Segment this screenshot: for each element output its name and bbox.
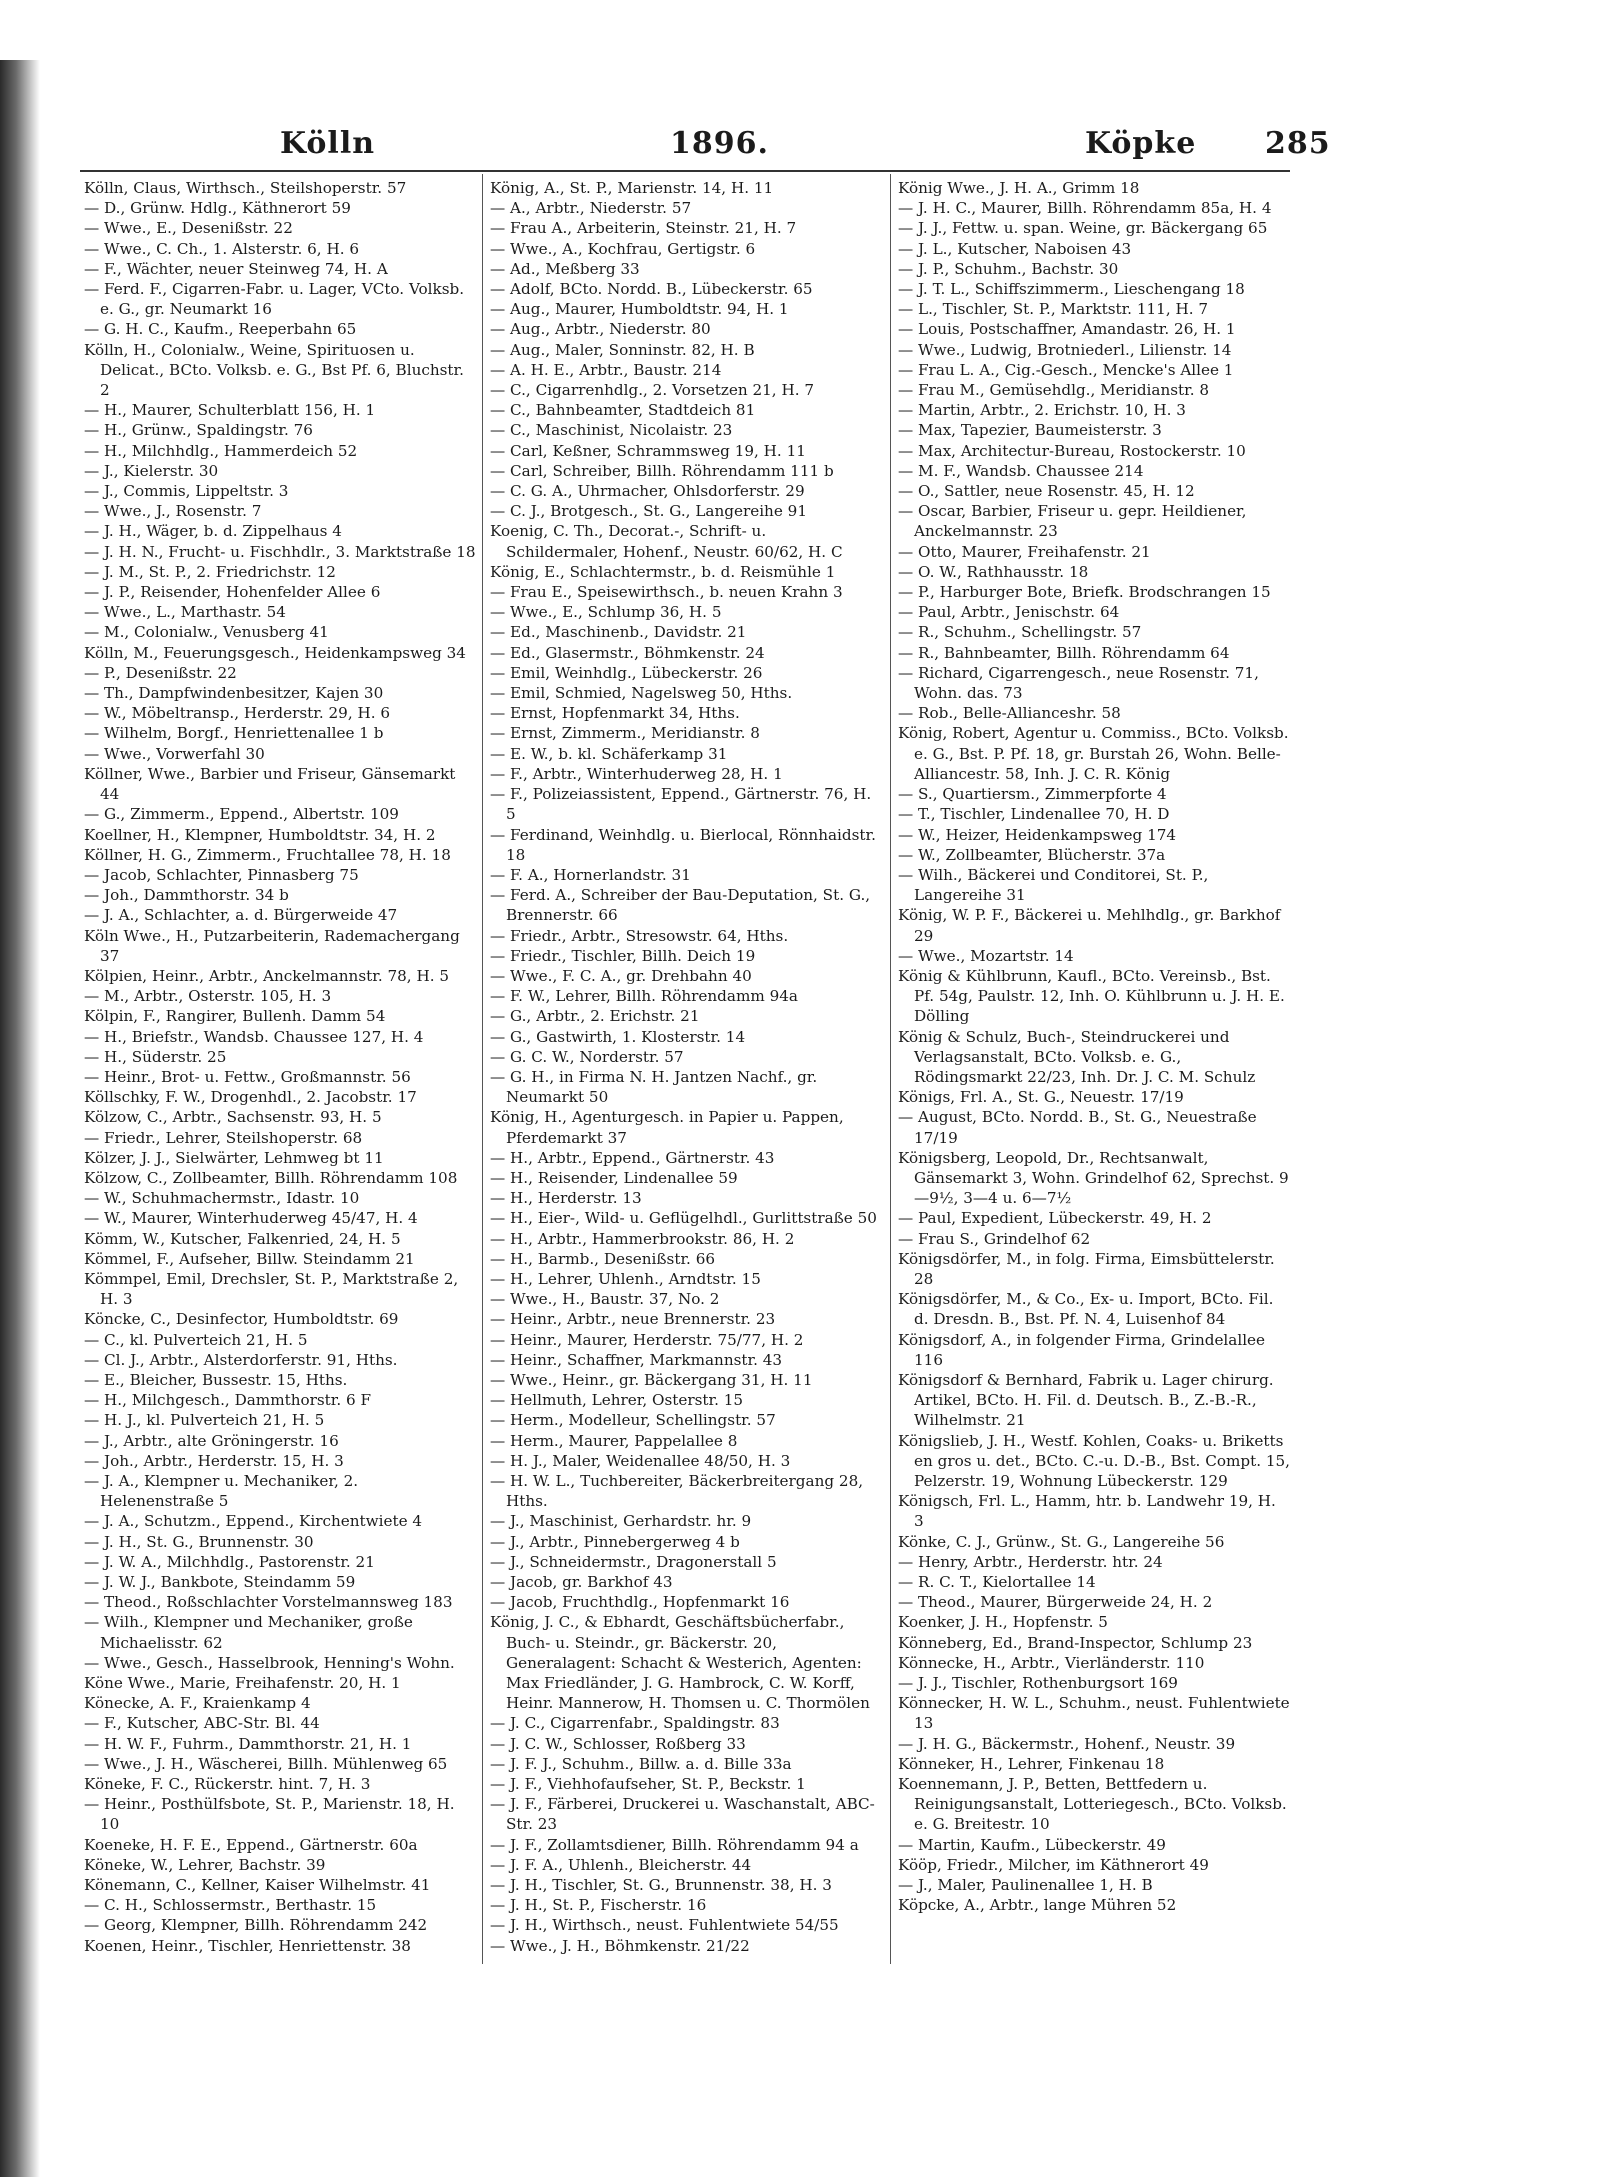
directory-entry: — Frau E., Speisewirthsch., b. neuen Krahn 3 [490, 583, 843, 602]
directory-entry: — J. H. C., Maurer, Billh. Röhrendamm 85a, H. 4 [898, 199, 1272, 218]
directory-entry: — Heinr., Maurer, Herderstr. 75/77, H. 2 [490, 1330, 804, 1349]
directory-entry: Köllner, H. G., Zimmerm., Fruchtallee 78, H. 18 [84, 845, 451, 864]
directory-entry: Koenig, C. Th., Decorat.-, Schrift- u. Schildermaler, Hohenf., Neustr. 60/62, H. C [490, 522, 843, 561]
header-year: 1896. [670, 126, 769, 161]
directory-entry: — Theod., Roßschlachter Vorstelmannsweg 183 [84, 1593, 453, 1612]
directory-entry: Kömmel, F., Aufseher, Billw. Steindamm 21 [84, 1249, 415, 1268]
directory-entry: — J. H., St. G., Brunnenstr. 30 [84, 1532, 314, 1551]
directory-entry: — H., Eier-, Wild- u. Geflügelhdl., Gurlittstraße 50 [490, 1209, 877, 1228]
directory-entry: Köne Wwe., Marie, Freihafenstr. 20, H. 1 [84, 1674, 401, 1693]
directory-entry: — Martin, Kaufm., Lübeckerstr. 49 [898, 1835, 1166, 1854]
directory-entry: — J. A., Schutzm., Eppend., Kirchentwiete 4 [84, 1512, 423, 1531]
directory-entry: — Ed., Glasermstr., Böhmkenstr. 24 [490, 643, 765, 662]
directory-entry: Königsdörfer, M., & Co., Ex- u. Import, BCto. Fil. d. Dresdn. B., Bst. Pf. N. 4, Luisenhof 84 [898, 1290, 1274, 1329]
directory-entry: König, A., St. P., Marienstr. 14, H. 11 [490, 179, 774, 197]
directory-entry: — Henry, Arbtr., Herderstr. htr. 24 [898, 1552, 1163, 1571]
directory-entry: Köpcke, A., Arbtr., lange Mühren 52 [898, 1896, 1177, 1915]
directory-entry: Köneke, F. C., Rückerstr. hint. 7, H. 3 [84, 1775, 371, 1794]
directory-entry: König, H., Agenturgesch. in Papier u. Pappen, Pferdemarkt 37 [490, 1108, 844, 1147]
directory-entry: — W., Heizer, Heidenkampsweg 174 [898, 825, 1177, 844]
directory-entry: König, Robert, Agentur u. Commiss., BCto. Volksb. e. G., Bst. P. Pf. 18, gr. Burstah 26, Wohn. Belle-Alliancestr. 58, Inh. J. C. R. König [898, 724, 1289, 783]
directory-entry: — Wwe., C. Ch., 1. Alsterstr. 6, H. 6 [84, 239, 360, 258]
directory-entry: — M. F., Wandsb. Chaussee 214 [898, 461, 1144, 480]
directory-entry: — J. T. L., Schiffszimmerm., Lieschengang 18 [898, 280, 1245, 299]
directory-entry: König & Schulz, Buch-, Steindruckerei und Verlagsanstalt, BCto. Volksb. e. G., Rödingsmarkt 22/23, Inh. Dr. J. C. M. Schulz [898, 1027, 1256, 1086]
directory-entry: Könneberg, Ed., Brand-Inspector, Schlump 23 [898, 1633, 1253, 1652]
directory-entry: — H. W. L., Tuchbereiter, Bäckerbreitergang 28, Hths. [490, 1472, 864, 1511]
directory-entry: — Ernst, Hopfenmarkt 34, Hths. [490, 704, 740, 723]
directory-entry: — Ferdinand, Weinhdlg. u. Bierlocal, Rönnhaidstr. 18 [490, 825, 876, 864]
directory-entry: — G. C. W., Norderstr. 57 [490, 1047, 684, 1066]
directory-entry: Kölln, Claus, Wirthsch., Steilshoperstr. 57 [84, 179, 407, 197]
directory-entry: — G., Zimmerm., Eppend., Albertstr. 109 [84, 805, 399, 824]
directory-entry: — J. A., Schlachter, a. d. Bürgerweide 47 [84, 906, 398, 925]
directory-entry: König, E., Schlachtermstr., b. d. Reismühle 1 [490, 562, 836, 581]
directory-entry: — Friedr., Lehrer, Steilshoperstr. 68 [84, 1128, 363, 1147]
directory-entry: Kölzow, C., Arbtr., Sachsenstr. 93, H. 5 [84, 1108, 382, 1127]
directory-entry: — P., Harburger Bote, Briefk. Brodschrangen 15 [898, 583, 1271, 602]
directory-entry: König Wwe., J. H. A., Grimm 18 [898, 179, 1140, 197]
column-divider [482, 174, 483, 1964]
directory-entry: — Wwe., E., Desenißstr. 22 [84, 219, 293, 238]
directory-entry: — Wwe., L., Marthastr. 54 [84, 603, 286, 622]
directory-entry: — Max, Tapezier, Baumeisterstr. 3 [898, 421, 1162, 440]
directory-entry: Könnecker, H. W. L., Schuhm., neust. Fuhlentwiete 13 [898, 1694, 1290, 1733]
directory-entry: Köllschky, F. W., Drogenhdl., 2. Jacobstr. 17 [84, 1088, 417, 1107]
directory-entry: — Frau S., Grindelhof 62 [898, 1229, 1091, 1248]
directory-entry: — M., Colonialw., Venusberg 41 [84, 623, 329, 642]
directory-entry: — Heinr., Schaffner, Markmannstr. 43 [490, 1350, 783, 1369]
directory-entry: — Aug., Arbtr., Niederstr. 80 [490, 320, 711, 339]
directory-entry: — E., Bleicher, Bussestr. 15, Hths. [84, 1370, 348, 1389]
directory-entry: — Emil, Schmied, Nagelsweg 50, Hths. [490, 684, 793, 703]
column-divider [890, 174, 891, 1964]
directory-column-1 [84, 178, 476, 1958]
directory-entry: — C. J., Brotgesch., St. G., Langereihe 91 [490, 502, 807, 521]
directory-entry: — W., Maurer, Winterhuderweg 45/47, H. 4 [84, 1209, 418, 1228]
directory-entry: — A., Arbtr., Niederstr. 57 [490, 199, 692, 218]
directory-entry: — Herm., Maurer, Pappelallee 8 [490, 1431, 738, 1450]
directory-entry: — Friedr., Arbtr., Stresowstr. 64, Hths. [490, 926, 789, 945]
directory-entry: Kölln, H., Colonialw., Weine, Spirituosen u. Delicat., BCto. Volksb. e. G., Bst Pf. 6, Bluchstr. 2 [84, 340, 464, 400]
scan-shadow-edge [0, 60, 40, 2177]
directory-entry: — C. H., Schlossermstr., Berthastr. 15 [84, 1896, 377, 1915]
directory-entry: — J. F., Viehhofaufseher, St. P., Beckstr. 1 [490, 1775, 806, 1794]
directory-entry: — Paul, Expedient, Lübeckerstr. 49, H. 2 [898, 1209, 1212, 1228]
directory-entry: — J. C., Cigarrenfabr., Spaldingstr. 83 [490, 1714, 780, 1733]
directory-entry: — Wwe., J. H., Böhmkenstr. 21/22 [490, 1936, 750, 1955]
directory-entry: — H., Grünw., Spaldingstr. 76 [84, 421, 313, 440]
directory-entry: — Ernst, Zimmerm., Meridianstr. 8 [490, 724, 760, 743]
directory-entry: Königsch, Frl. L., Hamm, htr. b. Landwehr 19, H. 3 [898, 1492, 1276, 1531]
directory-entry: — Heinr., Posthülfsbote, St. P., Marienstr. 18, H. 10 [84, 1795, 455, 1834]
directory-entry: Kölzow, C., Zollbeamter, Billh. Röhrendamm 108 [84, 1168, 458, 1187]
page-number: 285 [1265, 126, 1331, 161]
directory-entry: — R., Schuhm., Schellingstr. 57 [898, 623, 1142, 642]
directory-entry: — H., Milchgesch., Dammthorstr. 6 F [84, 1391, 372, 1410]
directory-entry: — Wilh., Bäckerei und Conditorei, St. P., Langereihe 31 [898, 865, 1209, 905]
directory-entry: — H., Arbtr., Eppend., Gärtnerstr. 43 [490, 1148, 775, 1167]
directory-entry: — Jacob, Schlachter, Pinnasberg 75 [84, 865, 359, 884]
directory-entry: — Wwe., Mozartstr. 14 [898, 946, 1074, 965]
directory-entry: — G., Arbtr., 2. Erichstr. 21 [490, 1007, 700, 1026]
directory-entry: Koenen, Heinr., Tischler, Henriettenstr. 38 [84, 1936, 411, 1955]
directory-entry: Köneke, W., Lehrer, Bachstr. 39 [84, 1855, 326, 1874]
directory-entry: Kölzer, J. J., Sielwärter, Lehmweg bt 11 [84, 1148, 384, 1167]
directory-entry: — A. H. E., Arbtr., Baustr. 214 [490, 360, 722, 379]
directory-entry: — J. H. N., Frucht- u. Fischhdlr., 3. Marktstraße 18 [84, 542, 476, 561]
directory-entry: — E. W., b. kl. Schäferkamp 31 [490, 744, 728, 763]
directory-entry: Köllner, Wwe., Barbier und Friseur, Gänsemarkt 44 [84, 764, 456, 804]
directory-entry: — F. W., Lehrer, Billh. Röhrendamm 94a [490, 987, 798, 1006]
directory-entry: Königsdörfer, M., in folg. Firma, Eimsbüttelerstr. 28 [898, 1249, 1275, 1288]
directory-entry: — J. W. J., Bankbote, Steindamm 59 [84, 1573, 356, 1592]
directory-entry: — W., Möbeltransp., Herderstr. 29, H. 6 [84, 704, 391, 723]
directory-entry: — G. H., in Firma N. H. Jantzen Nachf., gr. Neumarkt 50 [490, 1067, 818, 1107]
directory-entry: — F. A., Hornerlandstr. 31 [490, 865, 691, 884]
directory-entry: — F., Polizeiassistent, Eppend., Gärtnerstr. 76, H. 5 [490, 785, 872, 824]
directory-entry: — J. H., St. P., Fischerstr. 16 [490, 1896, 707, 1915]
directory-entry: — Hellmuth, Lehrer, Osterstr. 15 [490, 1391, 744, 1410]
header-rule [80, 170, 1290, 172]
directory-entry: — L., Tischler, St. P., Marktstr. 111, H. 7 [898, 300, 1209, 319]
directory-entry: — H. J., kl. Pulverteich 21, H. 5 [84, 1411, 325, 1430]
directory-entry: — F., Wächter, neuer Steinweg 74, H. A [84, 259, 388, 278]
directory-entry: Königsdorf & Bernhard, Fabrik u. Lager chirurg. Artikel, BCto. H. Fil. d. Deutsch. B., Z.-B.-R., Wilhelmstr. 21 [898, 1370, 1274, 1430]
directory-entry: — Jacob, gr. Barkhof 43 [490, 1573, 673, 1592]
directory-entry: — Adolf, BCto. Nordd. B., Lübeckerstr. 65 [490, 280, 813, 299]
directory-entry: — Wwe., Gesch., Hasselbrook, Henning's Wohn. [84, 1653, 455, 1672]
directory-entry: — C., kl. Pulverteich 21, H. 5 [84, 1330, 308, 1349]
directory-entry: — Rob., Belle-Allianceshr. 58 [898, 704, 1121, 723]
directory-entry: Koennemann, J. P., Betten, Bettfedern u. Reinigungsanstalt, Lotteriegesch., BCto. Volksb. e. G. Breitestr. 10 [898, 1775, 1287, 1834]
directory-entry: — Joh., Arbtr., Herderstr. 15, H. 3 [84, 1451, 344, 1470]
directory-entry: — Ed., Maschinenb., Davidstr. 21 [490, 623, 747, 642]
directory-entry: — Wwe., Ludwig, Brotniederl., Lilienstr. 14 [898, 340, 1232, 359]
directory-entry: Königs, Frl. A., St. G., Neuestr. 17/19 [898, 1088, 1184, 1107]
directory-entry: — W., Zollbeamter, Blücherstr. 37a [898, 845, 1166, 864]
directory-entry: — Richard, Cigarrengesch., neue Rosenstr. 71, Wohn. das. 73 [898, 663, 1259, 703]
directory-entry: — J. J., Tischler, Rothenburgsort 169 [898, 1674, 1178, 1693]
directory-entry: — Wwe., E., Schlump 36, H. 5 [490, 603, 722, 622]
directory-entry: — H. W. F., Fuhrm., Dammthorstr. 21, H. 1 [84, 1734, 412, 1753]
directory-entry: — Frau M., Gemüsehdlg., Meridianstr. 8 [898, 381, 1210, 400]
directory-entry: — J. H., Wirthsch., neust. Fuhlentwiete 54/55 [490, 1916, 839, 1935]
directory-entry: — C., Cigarrenhdlg., 2. Vorsetzen 21, H. 7 [490, 381, 815, 400]
page-header [80, 118, 1331, 164]
directory-column-3 [898, 178, 1290, 1958]
directory-entry: — Emil, Weinhdlg., Lübeckerstr. 26 [490, 663, 763, 682]
directory-entry: Kölpin, F., Rangirer, Bullenh. Damm 54 [84, 1007, 386, 1026]
directory-entry: — Frau A., Arbeiterin, Steinstr. 21, H. 7 [490, 219, 797, 238]
directory-entry: — M., Arbtr., Osterstr. 105, H. 3 [84, 987, 332, 1006]
directory-entry: Könecke, A. F., Kraienkamp 4 [84, 1694, 311, 1713]
directory-entry: — O. W., Rathhausstr. 18 [898, 562, 1089, 581]
directory-entry: — August, BCto. Nordd. B., St. G., Neuestraße 17/19 [898, 1108, 1257, 1147]
directory-entry: — Wilh., Klempner und Mechaniker, große Michaelisstr. 62 [84, 1613, 413, 1652]
directory-entry: — Max, Architectur-Bureau, Rostockerstr. 10 [898, 441, 1246, 460]
directory-entry: — Martin, Arbtr., 2. Erichstr. 10, H. 3 [898, 401, 1186, 420]
directory-entry: — H. J., Maler, Weidenallee 48/50, H. 3 [490, 1451, 791, 1470]
directory-entry: Königsdorf, A., in folgender Firma, Grindelallee 116 [898, 1330, 1266, 1369]
directory-entry: — F., Kutscher, ABC-Str. Bl. 44 [84, 1714, 320, 1733]
directory-entry: König & Kühlbrunn, Kaufl., BCto. Vereinsb., Bst. Pf. 54g, Paulstr. 12, Inh. O. Kühlbrunn u. J. H. E. Dölling [898, 966, 1285, 1026]
directory-entry: Köln Wwe., H., Putzarbeiterin, Rademachergang 37 [84, 926, 460, 965]
directory-entry: — J. F. J., Schuhm., Billw. a. d. Bille 33a [490, 1754, 792, 1773]
directory-entry: — Heinr., Brot- u. Fettw., Großmannstr. 56 [84, 1067, 411, 1086]
directory-entry: — Georg, Klempner, Billh. Röhrendamm 242 [84, 1916, 428, 1935]
directory-entry: Koenker, J. H., Hopfenstr. 5 [898, 1613, 1108, 1632]
directory-entry: — C., Bahnbeamter, Stadtdeich 81 [490, 401, 756, 420]
directory-entry: — H., Milchhdlg., Hammerdeich 52 [84, 441, 358, 460]
directory-entry: — S., Quartiersm., Zimmerpforte 4 [898, 785, 1167, 804]
directory-entry: — H., Süderstr. 25 [84, 1047, 227, 1066]
header-right-keyword: Köpke [1085, 126, 1197, 161]
directory-entry: — Ad., Meßberg 33 [490, 259, 640, 278]
directory-entry: — H., Barmb., Desenißstr. 66 [490, 1249, 716, 1268]
directory-entry: — J. A., Klempner u. Mechaniker, 2. Helenenstraße 5 [84, 1472, 359, 1511]
directory-entry: — Aug., Maler, Sonninstr. 82, H. B [490, 340, 755, 359]
directory-entry: — G. H. C., Kaufm., Reeperbahn 65 [84, 320, 357, 339]
directory-entry: — P., Desenißstr. 22 [84, 663, 237, 682]
directory-entry: Könke, C. J., Grünw., St. G., Langereihe 56 [898, 1532, 1225, 1551]
directory-entry: — J. L., Kutscher, Naboisen 43 [898, 239, 1132, 258]
directory-entry: — J. W. A., Milchhdlg., Pastorenstr. 21 [84, 1552, 375, 1571]
directory-entry: Koellner, H., Klempner, Humboldtstr. 34, H. 2 [84, 825, 436, 844]
directory-entry: Köncke, C., Desinfector, Humboldtstr. 69 [84, 1310, 399, 1329]
directory-column-2 [490, 178, 882, 1958]
directory-entry: — Wwe., Vorwerfahl 30 [84, 744, 265, 763]
directory-entry: — Otto, Maurer, Freihafenstr. 21 [898, 542, 1151, 561]
directory-entry: — H., Herderstr. 13 [490, 1189, 642, 1208]
directory-entry: — Wwe., A., Kochfrau, Gertigstr. 6 [490, 239, 756, 258]
directory-entry: — J., Kielerstr. 30 [84, 461, 219, 480]
directory-entry: — Theod., Maurer, Bürgerweide 24, H. 2 [898, 1593, 1213, 1612]
directory-entry: — J. F., Färberei, Druckerei u. Waschanstalt, ABC-Str. 23 [490, 1795, 875, 1834]
directory-entry: — J. H., Wäger, b. d. Zippelhaus 4 [84, 522, 342, 541]
directory-entry: — Frau L. A., Cig.-Gesch., Mencke's Allee 1 [898, 360, 1234, 379]
directory-entry: — G., Gastwirth, 1. Klosterstr. 14 [490, 1027, 746, 1046]
directory-entry: — H., Arbtr., Hammerbrookstr. 86, H. 2 [490, 1229, 795, 1248]
directory-entry: — Wwe., J., Rosenstr. 7 [84, 502, 262, 521]
directory-entry: Kömm, W., Kutscher, Falkenried, 24, H. 5 [84, 1229, 401, 1248]
directory-entry: — J. F., Zollamtsdiener, Billh. Röhrendamm 94 a [490, 1835, 859, 1854]
directory-entry: — H., Reisender, Lindenallee 59 [490, 1168, 738, 1187]
directory-entry: König, J. C., & Ebhardt, Geschäftsbücherfabr., Buch- u. Steindr., gr. Bäckerstr. 20, Generalagent: Schacht & Westerich, Agenten: Max Friedländer, J. G. Hambrock, C. W. Korff, Heinr. Mannerow, H. Thomsen u. C. Thormölen [490, 1613, 870, 1713]
directory-entry: Koeneke, H. F. E., Eppend., Gärtnerstr. 60a [84, 1835, 418, 1854]
directory-entry: Könemann, C., Kellner, Kaiser Wilhelmstr. 41 [84, 1876, 431, 1895]
directory-page [80, 118, 1331, 1958]
directory-entry: — Jacob, Fruchthdlg., Hopfenmarkt 16 [490, 1593, 790, 1612]
directory-entry: Kömmpel, Emil, Drechsler, St. P., Marktstraße 2, H. 3 [84, 1269, 459, 1309]
directory-entry: Könnecke, H., Arbtr., Vierländerstr. 110 [898, 1653, 1205, 1672]
header-left-keyword: Kölln [280, 126, 376, 161]
directory-entry: — Louis, Postschaffner, Amandastr. 26, H. 1 [898, 320, 1236, 339]
directory-entry: — R. C. T., Kielortallee 14 [898, 1573, 1096, 1592]
directory-entry: — J., Arbtr., alte Gröningerstr. 16 [84, 1431, 339, 1450]
directory-entry: — Oscar, Barbier, Friseur u. gepr. Heildiener, Anckelmannstr. 23 [898, 502, 1247, 541]
directory-entry: — Ferd. A., Schreiber der Bau-Deputation, St. G., Brennerstr. 66 [490, 886, 871, 925]
directory-entry: — J., Commis, Lippeltstr. 3 [84, 482, 289, 501]
directory-entry: — J., Arbtr., Pinnebergerweg 4 b [490, 1532, 740, 1551]
directory-entry: — R., Bahnbeamter, Billh. Röhrendamm 64 [898, 643, 1230, 662]
directory-entry: Königsberg, Leopold, Dr., Rechtsanwalt, Gänsemarkt 3, Wohn. Grindelhof 62, Sprechst. 9—9½, 3—4 u. 6—7½ [898, 1148, 1289, 1208]
directory-entry: — J. J., Fettw. u. span. Weine, gr. Bäckergang 65 [898, 219, 1268, 238]
directory-entry: — J., Maler, Paulinenallee 1, H. B [898, 1876, 1153, 1895]
directory-entry: — J., Schneidermstr., Dragonerstall 5 [490, 1552, 777, 1571]
directory-entry: — Wwe., J. H., Wäscherei, Billh. Mühlenweg 65 [84, 1754, 448, 1773]
directory-entry: — C., Maschinist, Nicolaistr. 23 [490, 421, 733, 440]
directory-entry: — J. P., Reisender, Hohenfelder Allee 6 [84, 583, 381, 602]
directory-entry: Könneker, H., Lehrer, Finkenau 18 [898, 1754, 1165, 1773]
directory-entry: — H., Lehrer, Uhlenh., Arndtstr. 15 [490, 1269, 761, 1288]
directory-entry: — J. F. A., Uhlenh., Bleicherstr. 44 [490, 1855, 752, 1874]
directory-entry: — Aug., Maurer, Humboldtstr. 94, H. 1 [490, 300, 789, 319]
directory-entry: — Friedr., Tischler, Billh. Deich 19 [490, 946, 756, 965]
directory-entry: — J. C. W., Schlosser, Roßberg 33 [490, 1734, 746, 1753]
directory-entry: — Herm., Modelleur, Schellingstr. 57 [490, 1411, 776, 1430]
directory-entry: Kööp, Friedr., Milcher, im Käthnerort 49 [898, 1855, 1209, 1874]
directory-entry: — O., Sattler, neue Rosenstr. 45, H. 12 [898, 482, 1195, 501]
directory-entry: — J. H. G., Bäckermstr., Hohenf., Neustr. 39 [898, 1734, 1236, 1753]
directory-entry: Kölln, M., Feuerungsgesch., Heidenkampsweg 34 [84, 643, 466, 662]
directory-entry: — J., Maschinist, Gerhardstr. hr. 9 [490, 1512, 752, 1531]
directory-entry: — Th., Dampfwindenbesitzer, Kajen 30 [84, 684, 384, 703]
directory-entry: — Ferd. F., Cigarren-Fabr. u. Lager, VCto. Volksb. e. G., gr. Neumarkt 16 [84, 280, 465, 319]
directory-entry: — Paul, Arbtr., Jenischstr. 64 [898, 603, 1120, 622]
directory-entry: — Wwe., Heinr., gr. Bäckergang 31, H. 11 [490, 1370, 813, 1389]
directory-entry: — H., Briefstr., Wandsb. Chaussee 127, H. 4 [84, 1027, 424, 1046]
directory-entry: — J. H., Tischler, St. G., Brunnenstr. 38, H. 3 [490, 1876, 832, 1895]
directory-entry: — Carl, Schreiber, Billh. Röhrendamm 111 b [490, 461, 834, 480]
directory-entry: — Wwe., F. C. A., gr. Drehbahn 40 [490, 966, 752, 985]
directory-entry: — W., Schuhmachermstr., Idastr. 10 [84, 1189, 360, 1208]
directory-entry: König, W. P. F., Bäckerei u. Mehlhdlg., gr. Barkhof 29 [898, 906, 1281, 945]
directory-entry: — J. P., Schuhm., Bachstr. 30 [898, 259, 1119, 278]
directory-entry: — Cl. J., Arbtr., Alsterdorferstr. 91, Hths. [84, 1350, 398, 1369]
directory-entry: Kölpien, Heinr., Arbtr., Anckelmannstr. 78, H. 5 [84, 966, 450, 985]
directory-entry: — Wwe., H., Baustr. 37, No. 2 [490, 1290, 720, 1309]
directory-entry: — Carl, Keßner, Schrammsweg 19, H. 11 [490, 441, 806, 460]
directory-entry: — C. G. A., Uhrmacher, Ohlsdorferstr. 29 [490, 482, 805, 501]
directory-entry: — T., Tischler, Lindenallee 70, H. D [898, 805, 1170, 824]
directory-entry: — H., Maurer, Schulterblatt 156, H. 1 [84, 401, 376, 420]
directory-entry: — Heinr., Arbtr., neue Brennerstr. 23 [490, 1310, 776, 1329]
directory-entry: — F., Arbtr., Winterhuderweg 28, H. 1 [490, 764, 783, 783]
directory-entry: — J. M., St. P., 2. Friedrichstr. 12 [84, 562, 336, 581]
directory-entry: Königslieb, J. H., Westf. Kohlen, Coaks- u. Briketts en gros u. det., BCto. C.-u. D.-B., Bst. Compt. 15, Pelzerstr. 19, Wohnung Lübeckerstr. 129 [898, 1431, 1290, 1490]
directory-entry: — D., Grünw. Hdlg., Käthnerort 59 [84, 199, 351, 218]
directory-entry: — Wilhelm, Borgf., Henriettenallee 1 b [84, 724, 384, 743]
directory-entry: — Joh., Dammthorstr. 34 b [84, 886, 289, 905]
